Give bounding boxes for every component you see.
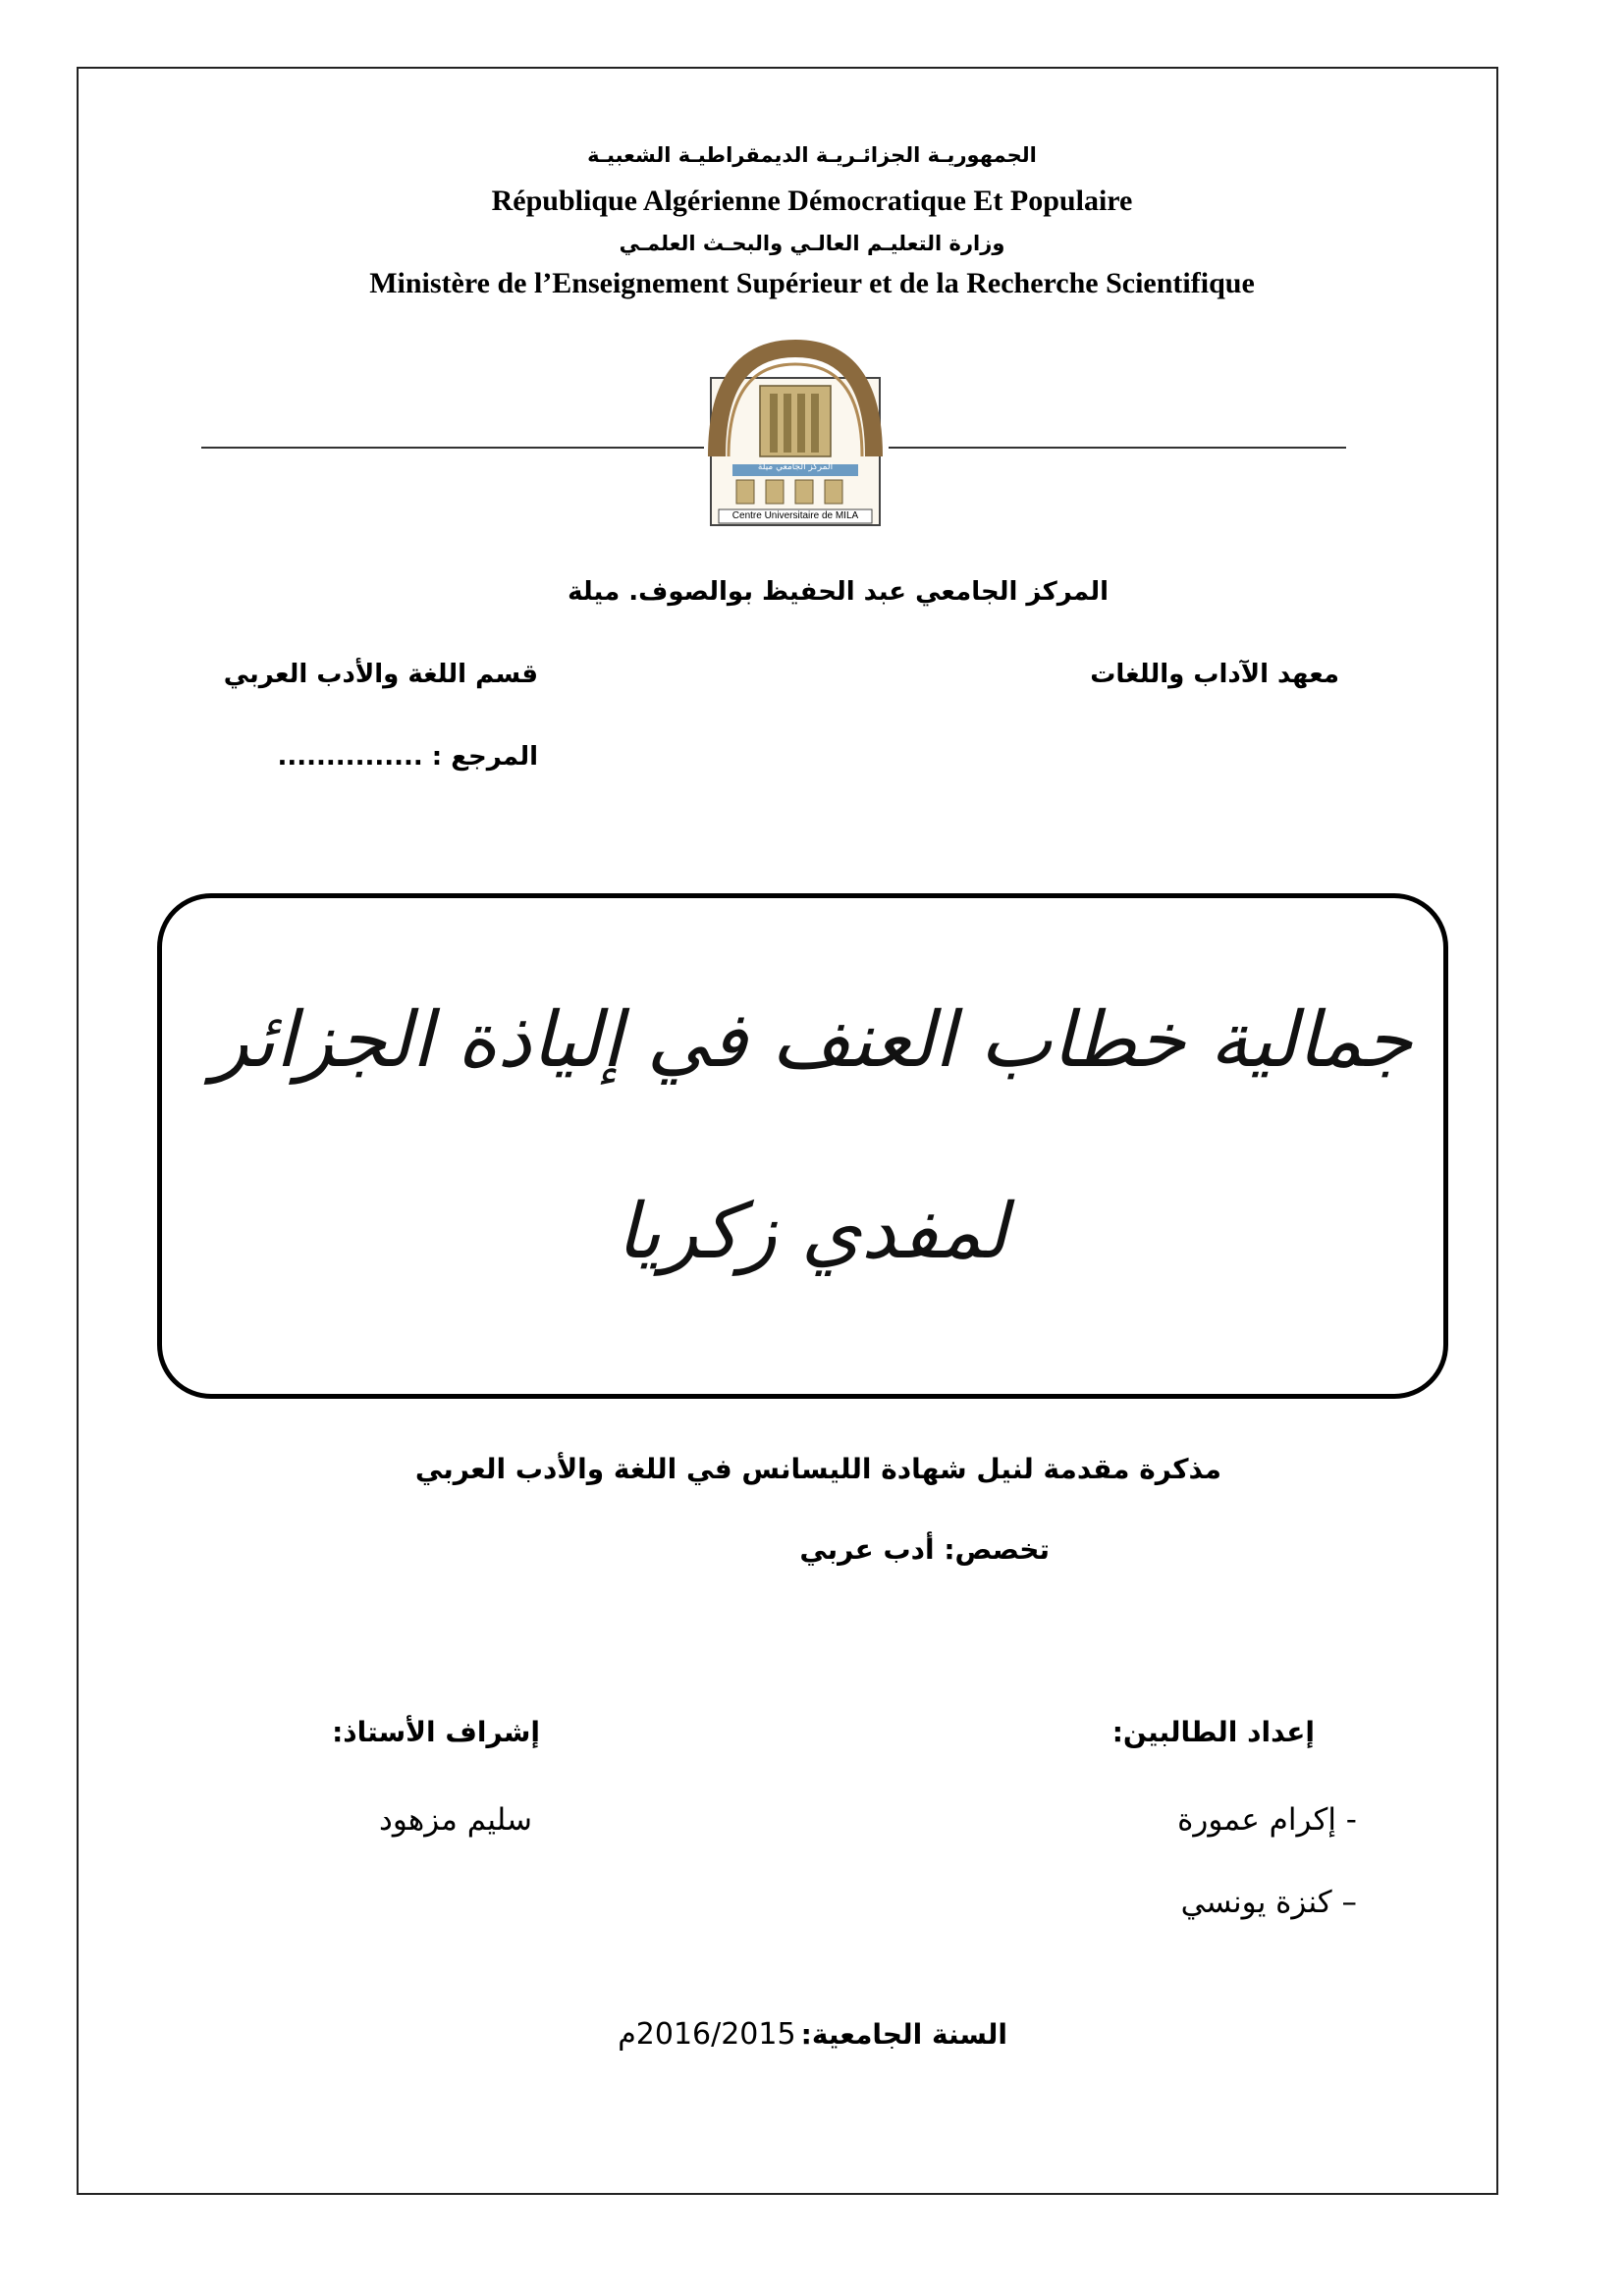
republic-arabic: الجمهوريـة الجزائـريـة الديمقراطيـة الشعبيـة (587, 143, 1037, 167)
university-logo (699, 339, 892, 535)
logo-caption: Centre Universitaire de MILA (731, 510, 859, 521)
reference-label: المرجع : (431, 742, 538, 772)
right-rule (889, 447, 1346, 449)
academic-year (618, 2017, 1007, 2052)
thesis-title-line1: جمالية خطاب العنف في إلياذة الجزائر (211, 996, 1413, 1085)
ministry-arabic: وزارة التعليـم العالـي والبحـث العلمـي (619, 232, 1005, 255)
student-1: - إكرام عمورة (1177, 1802, 1357, 1838)
ministry-french: Ministère de l’Enseignement Supérieur et de la Recherche Scientifique (369, 267, 1255, 299)
student-2: – كنزة يونسي (1180, 1885, 1357, 1920)
supervisor-name: سليم مزهود (379, 1802, 532, 1838)
supervisor-label: إشراف الأستاذ: (332, 1716, 540, 1748)
thesis-specialty: تخصص: أدب عربي (799, 1533, 1050, 1566)
reference-line (278, 742, 538, 772)
students-label: إعداد الطالبين: (1111, 1716, 1315, 1748)
institute-name: معهد الآداب واللغات (1090, 660, 1339, 689)
academic-year-value: 2016/2015م (618, 2017, 796, 2052)
thesis-title-line2: لمفدي زكريا (616, 1188, 1008, 1276)
department-name: قسم اللغة والأدب العربي (223, 660, 538, 689)
academic-year-label: السنة الجامعية: (800, 2018, 1007, 2051)
logo-banner-text: المركز الجامعي ميلة (757, 462, 834, 472)
reference-value: ............... (277, 742, 423, 772)
title-box (157, 893, 1448, 1399)
center-name: المركز الجامعي عبد الحفيظ بوالصوف. ميلة (568, 577, 1109, 607)
left-rule (201, 447, 704, 449)
republic-french: République Algérienne Démocratique Et Populaire (491, 185, 1133, 217)
thesis-purpose: مذكرة مقدمة لنيل شهادة الليسانس في اللغة والأدب العربي (414, 1453, 1221, 1485)
